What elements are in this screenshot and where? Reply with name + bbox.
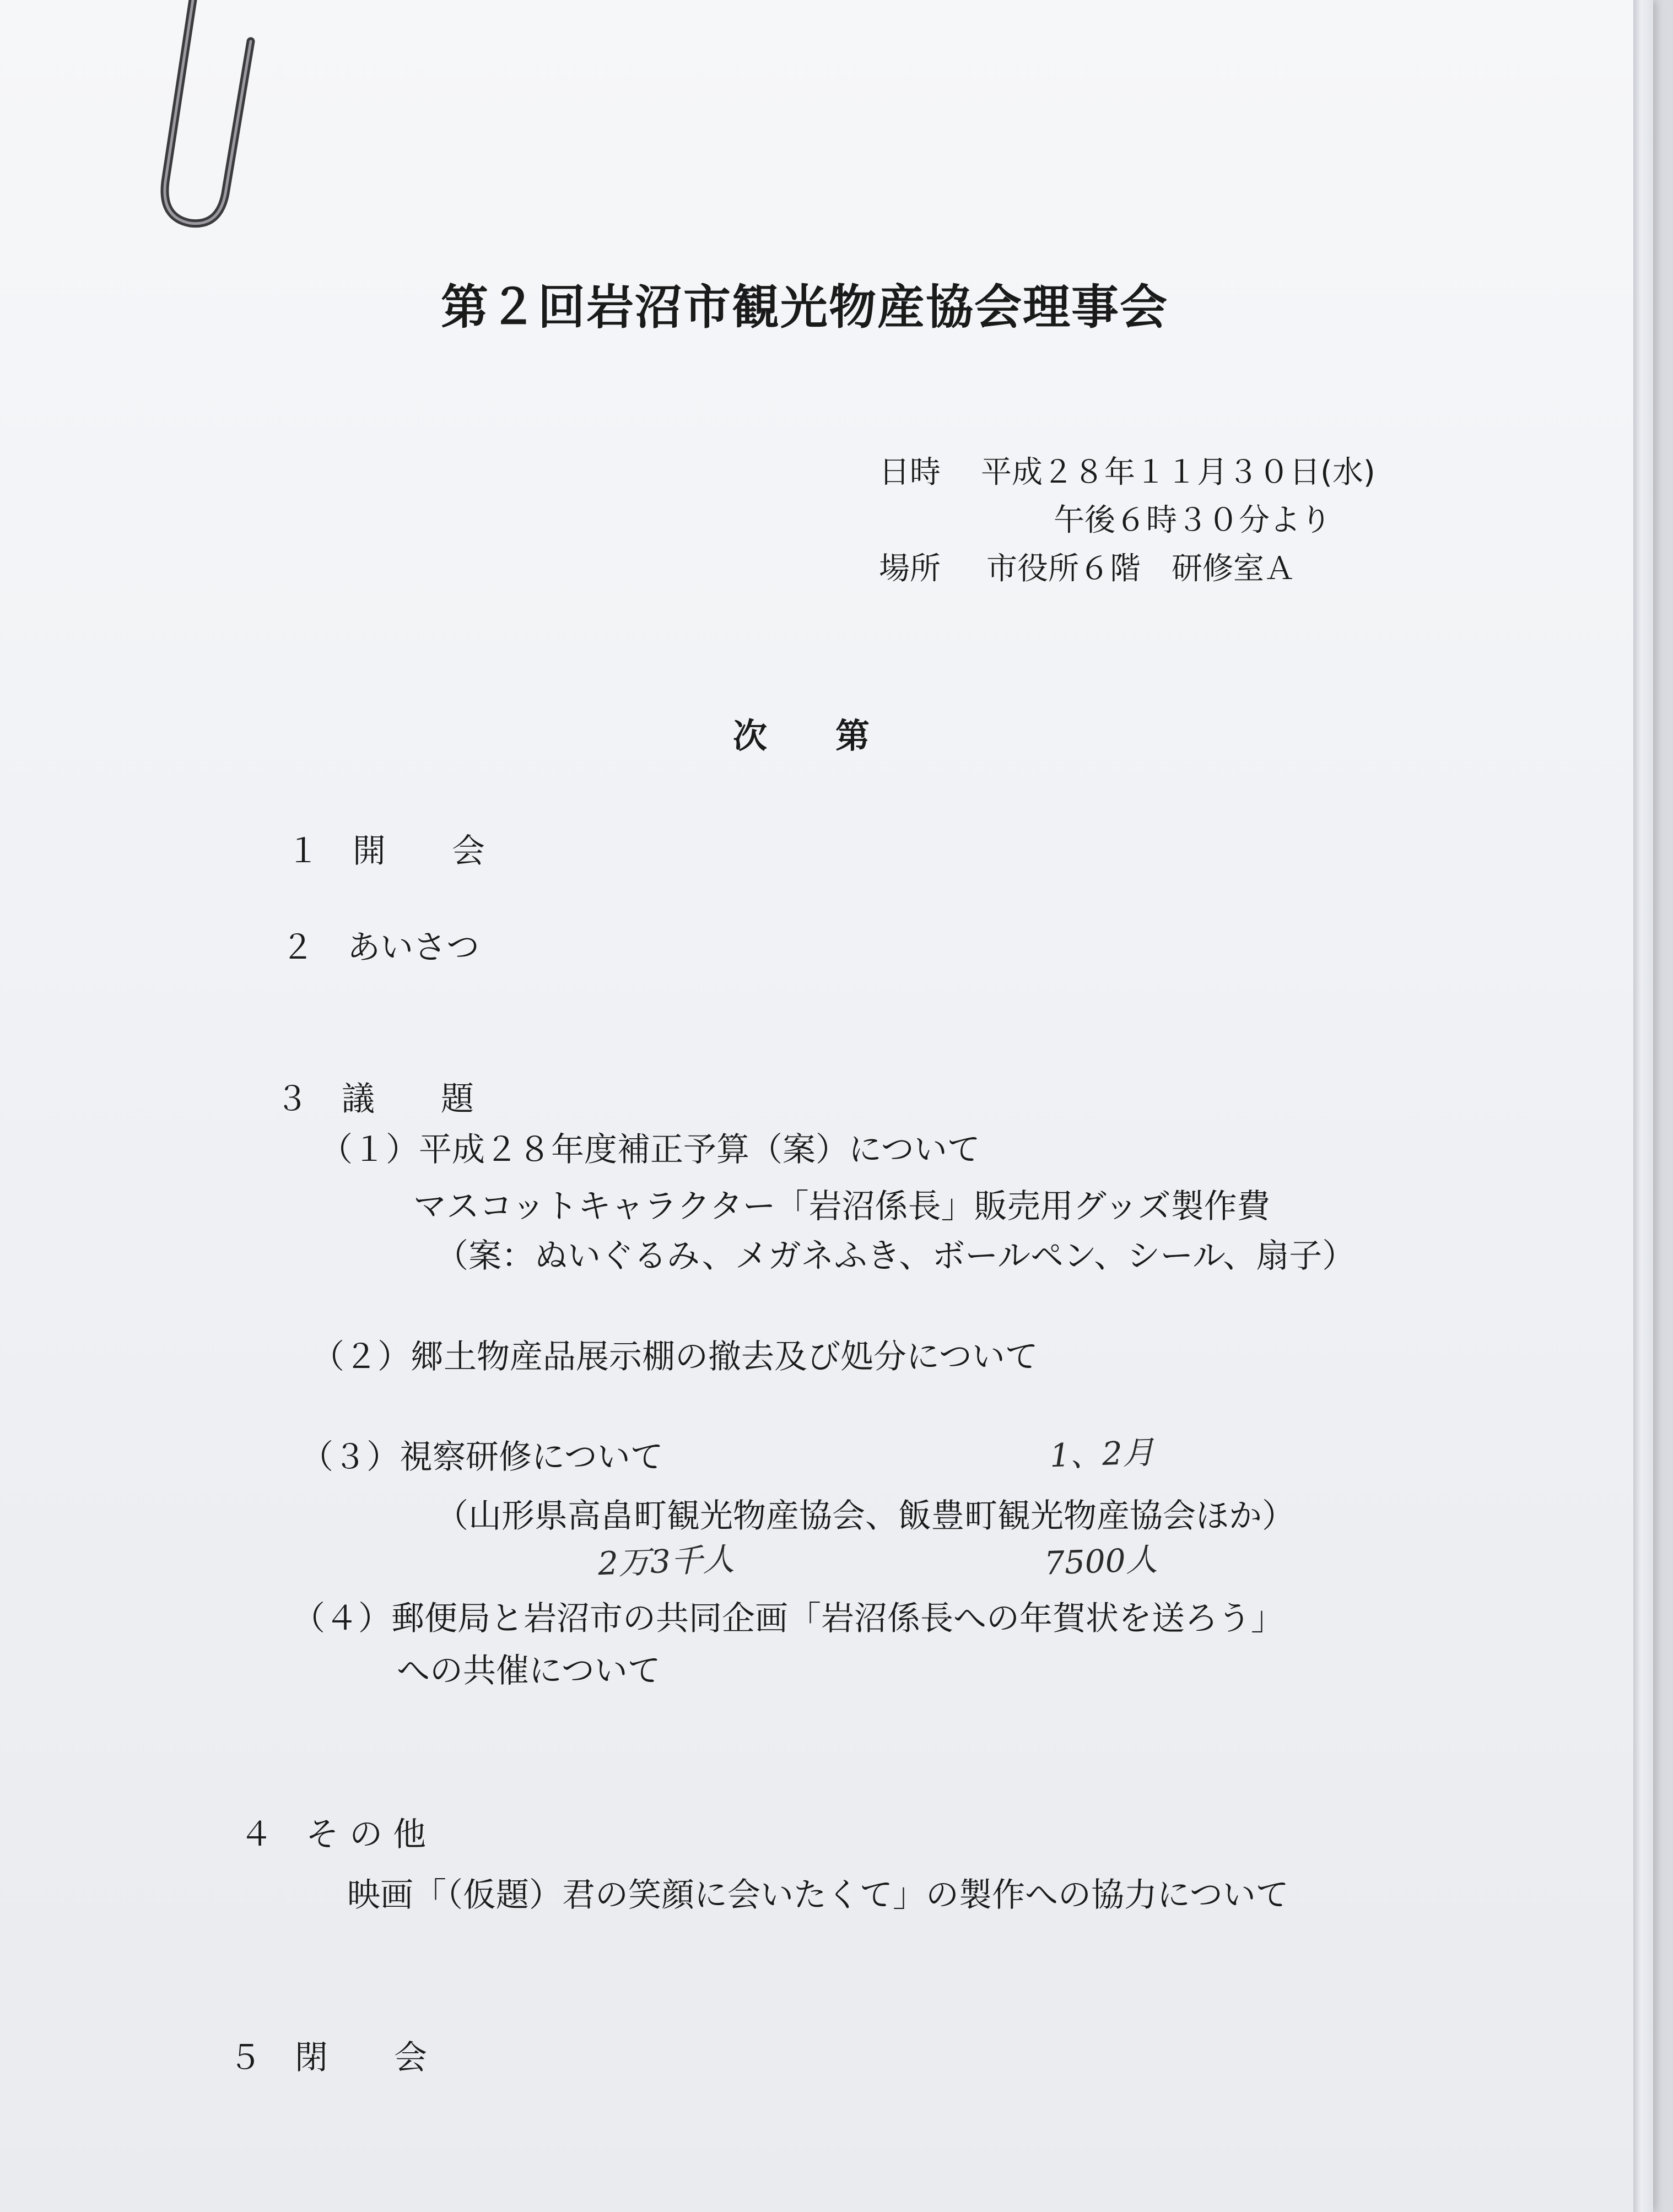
page-edge-shadow	[1633, 0, 1653, 2212]
date-label: 日時	[879, 455, 941, 490]
topic-2-title: （２）郷土物産品展示棚の撤去及び処分について	[311, 1338, 1038, 1376]
other-item-film: 映画「（仮題）君の笑顔に会いたくて」の製作への協力について	[347, 1876, 1289, 1914]
topic-1-goods-list: （案：ぬいぐるみ、メガネふき、ボールペン、シール、扇子）	[435, 1237, 1356, 1275]
topic-1-title: （１）平成２８年度補正予算（案）について	[320, 1131, 980, 1169]
place-label: 場所	[879, 551, 941, 587]
topic-3-title: （３）視察研修について	[300, 1438, 663, 1477]
agenda-item-opening: １ 開 会	[287, 832, 485, 870]
agenda-item-closing: ５ 閉 会	[229, 2038, 427, 2077]
topic-3-destinations: （山形県高畠町観光物産協会、飯豊町観光物産協会ほか）	[435, 1497, 1295, 1535]
agenda-item-greeting: ２ あいさつ	[281, 928, 479, 967]
agenda-item-topics: ３ 議 題	[276, 1080, 474, 1118]
topic-1-detail: マスコットキャラクター「岩沼係長」販売用グッズ製作費	[413, 1187, 1270, 1226]
topic-4-continuation: への共催について	[397, 1652, 661, 1690]
agenda-heading: 次 第	[733, 716, 870, 756]
time-value: 午後６時３０分より	[1054, 502, 1331, 538]
handwritten-note-month: 1、2月	[1049, 1433, 1155, 1475]
handwritten-note-left: 2万3千人	[597, 1540, 735, 1583]
place-value: 市役所６階 研修室Ａ	[986, 551, 1295, 587]
handwritten-note-right: 7500人	[1043, 1540, 1158, 1582]
topic-4-title: （４）郵便局と岩沼市の共同企画「岩沼係長への年賀状を送ろう」	[292, 1599, 1284, 1638]
agenda-item-other: ４ そ の 他	[240, 1815, 427, 1854]
date-value: 平成２８年１１月３０日(水)	[981, 455, 1375, 490]
paper-clip-icon	[149, 0, 270, 237]
document-title: 第２回岩沼市観光物産協会理事会	[441, 280, 1168, 335]
